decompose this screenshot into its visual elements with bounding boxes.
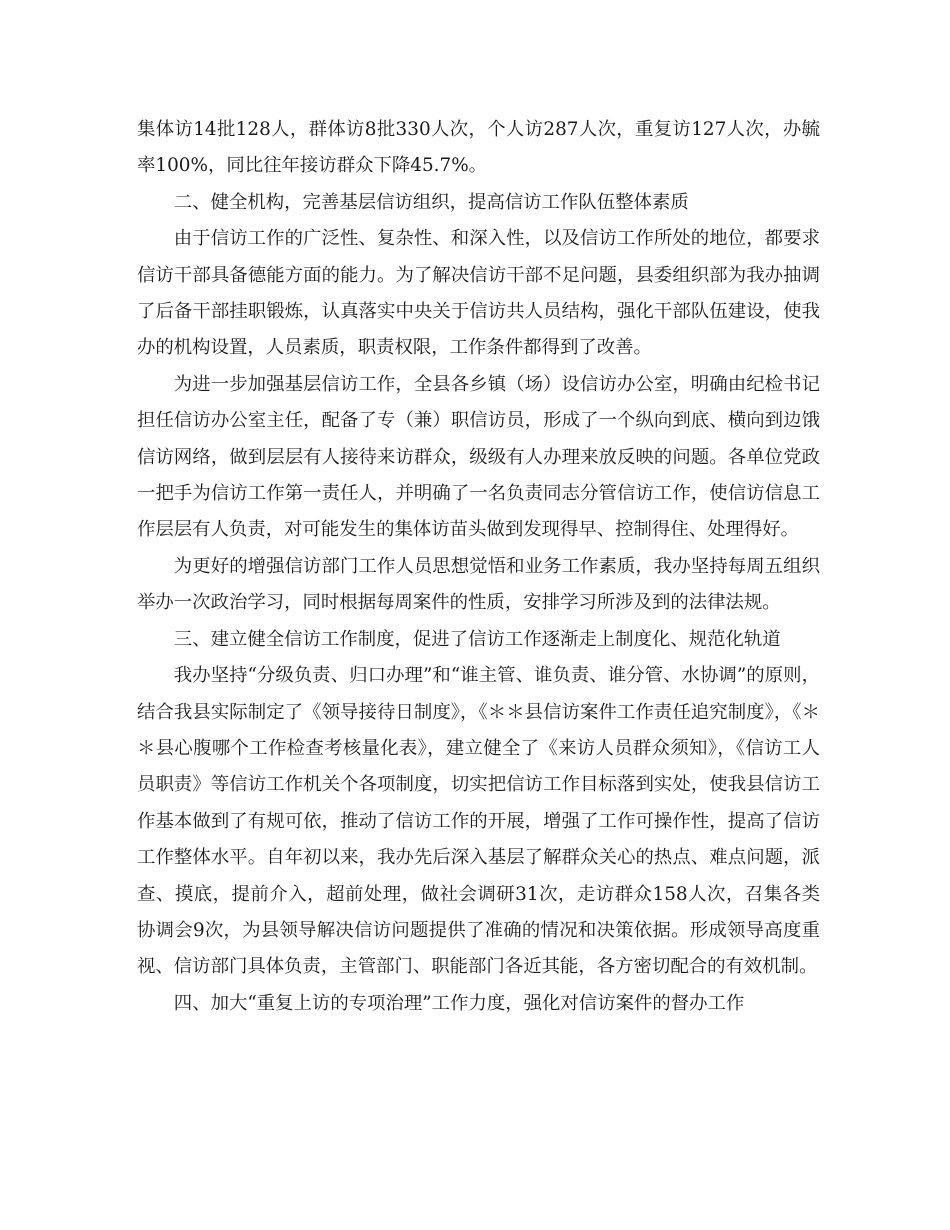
paragraph-body: 由于信访工作的广泛性、复杂性、和深入性，以及信访工作所处的地位，都要求信访干部具备德能方面的能力。为了解决信访干部不足问题，县委组织部为我办抽调了后备干部挂职锻炼，认真落实中央关于信访共人员结构，强化干部队伍建设，使我办的机构设置，人员素质，职责权限，工作条件都得到了改善。 [137, 228, 820, 359]
paragraph-body: 我办坚持“分级负责、归口办理”和“谁主管、谁负责、谁分管、水协调”的原则，结合我县实际制定了《领导接待日制度》，《＊＊县信访案件工作责任追究制度》，《＊＊县心腹哪个工作检查考核量化表》，建立健全了《来访人员群众须知》，《信访工人员职责》等信访工作机关个各项制度，切实把信访工作目标落到实处，使我县信访工作基本做到了有规可依，推动了信访工作的开展，增强了工作可操作性，提高了信访工作整体水平。自年初以来，我办先后深入基层了解群众关心的热点、难点问题，派查、摸底，提前介入，超前处理，做社会调研31次，走访群众158人次，召集各类协调会9次，为县领导解决信访问题提供了准确的情况和决策依据。形成领导高度重视、信访部门具体负责，主管部门、职能部门各近其能，各方密切配合的有效机制。 [137, 665, 820, 978]
document-body [137, 112, 820, 1022]
section-heading-4: 四、加大“重复上访的专项治理”工作力度，强化对信访案件的督办工作 [173, 992, 745, 1014]
paragraph-body: 为进一步加强基层信访工作，全县各乡镇（场）设信访办公室，明确由纪检书记担任信访办公室主任，配备了专（兼）职信访员，形成了一个纵向到底、横向到边饿信访网络，做到层层有人接待来访群众，级级有人办理来放反映的问题。各单位党政一把手为信访工作第一责任人，并明确了一名负责同志分管信访工作，使信访信息工作层层有人负责，对可能发生的集体访苗头做到发现得早、控制得住、处理得好。 [137, 373, 820, 541]
paragraph-statistics: 集体访14批128人，群体访8批330人次，个人访287人次，重复访127人次，办毓率100%，同比往年接访群众下降45.7%。 [137, 119, 820, 177]
section-heading-2: 二、健全机构，完善基层信访组织，提高信访工作队伍整体素质 [173, 191, 689, 213]
paragraph-body: 为更好的增强信访部门工作人员思想觉悟和业务工作素质，我办坚持每周五组织举办一次政治学习，同时根据每周案件的性质，安排学习所涉及到的法律法规。 [137, 555, 820, 614]
section-heading-3: 三、建立健全信访工作制度，促进了信访工作逐渐走上制度化、规范化轨道 [173, 628, 781, 650]
